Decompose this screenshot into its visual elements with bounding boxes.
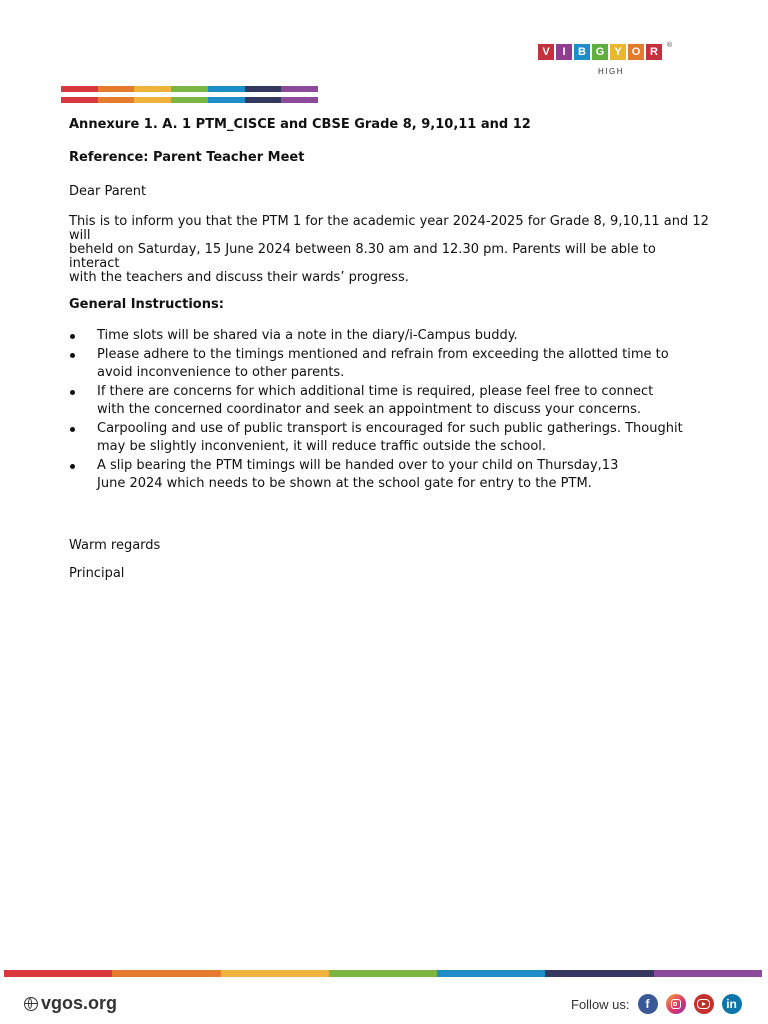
list-item bbox=[69, 327, 709, 346]
logo-letter: B bbox=[574, 44, 590, 60]
logo-letter: V bbox=[538, 44, 554, 60]
list-item-line: A slip bearing the PTM timings will be handed over to your child on Thursday,13 bbox=[97, 457, 619, 473]
body-line: with the teachers and discuss their wards’ progress. bbox=[69, 270, 409, 285]
website-text: vgos.org bbox=[41, 993, 118, 1013]
stripe-segment bbox=[245, 97, 282, 103]
list-item bbox=[69, 420, 709, 457]
closing: Warm regards bbox=[69, 537, 161, 553]
registered-mark: ® bbox=[666, 41, 673, 49]
body-line: This is to inform you that the PTM 1 for the academic year 2024-2025 for Grade 8, 9,10,11 and 12 will bbox=[69, 214, 709, 243]
list-item-line: with the concerned coordinator and seek an appointment to discuss your concerns. bbox=[97, 402, 642, 417]
header-rainbow-stripes bbox=[61, 86, 318, 103]
stripe-segment bbox=[134, 97, 171, 103]
stripe-segment bbox=[654, 970, 762, 977]
stripe-segment bbox=[171, 97, 208, 103]
letter-body bbox=[69, 118, 709, 581]
stripe-segment bbox=[112, 970, 220, 977]
stripe-segment bbox=[4, 970, 112, 977]
instructions-heading: General Instructions: bbox=[69, 297, 224, 312]
stripe-segment bbox=[208, 86, 245, 92]
signature: Principal bbox=[69, 565, 125, 581]
body-line: beheld on Saturday, 15 June 2024 between 8.30 am and 12.30 pm. Parents will be able to interact bbox=[69, 242, 656, 271]
logo-letter: I bbox=[556, 44, 572, 60]
footer-rainbow-stripe bbox=[4, 970, 762, 977]
stripe-row bbox=[61, 97, 318, 103]
facebook-icon[interactable]: f bbox=[638, 994, 658, 1014]
stripe-segment bbox=[281, 86, 318, 92]
list-item-line: may be slightly inconvenient, it will reduce traffic outside the school. bbox=[97, 439, 547, 454]
logo-letter: Y bbox=[610, 44, 626, 60]
stripe-segment bbox=[245, 86, 282, 92]
follow-label: Follow us: bbox=[571, 996, 630, 1012]
stripe-segment bbox=[437, 970, 545, 977]
stripe-segment bbox=[221, 970, 329, 977]
social-follow bbox=[571, 994, 742, 1014]
stripe-segment bbox=[134, 86, 171, 92]
logo-letter: G bbox=[592, 44, 608, 60]
list-item-line: If there are concerns for which additional time is required, please feel free to connect bbox=[97, 383, 654, 399]
instagram-icon[interactable] bbox=[666, 994, 686, 1014]
list-item-line: June 2024 which needs to be shown at the school gate for entry to the PTM. bbox=[97, 476, 592, 491]
stripe-segment bbox=[281, 97, 318, 103]
list-item bbox=[69, 346, 709, 383]
stripe-segment bbox=[61, 97, 98, 103]
stripe-segment bbox=[61, 86, 98, 92]
stripe-segment bbox=[329, 970, 437, 977]
list-item bbox=[69, 457, 709, 494]
stripe-segment bbox=[208, 97, 245, 103]
stripe-segment bbox=[545, 970, 653, 977]
globe-icon bbox=[24, 997, 38, 1011]
reference-line: Reference: Parent Teacher Meet bbox=[69, 150, 305, 165]
stripe-segment bbox=[171, 86, 208, 92]
vibgyor-logo bbox=[538, 41, 674, 82]
list-item-line: Please adhere to the timings mentioned and refrain from exceeding the allotted time to bbox=[97, 346, 669, 362]
logo-letter: O bbox=[628, 44, 644, 60]
stripe-row bbox=[61, 86, 318, 92]
body-paragraph bbox=[69, 215, 709, 285]
logo-letter: R bbox=[646, 44, 662, 60]
list-item-line: Time slots will be shared via a note in the diary/i-Campus buddy. bbox=[97, 328, 518, 343]
youtube-icon[interactable] bbox=[694, 994, 714, 1014]
linkedin-icon[interactable]: in bbox=[722, 994, 742, 1014]
list-item-line: Carpooling and use of public transport is encouraged for such public gatherings. Thoughit bbox=[97, 420, 683, 436]
website-link[interactable] bbox=[24, 993, 117, 1014]
list-item bbox=[69, 383, 709, 420]
list-item-line: avoid inconvenience to other parents. bbox=[97, 365, 345, 380]
stripe-segment bbox=[98, 97, 135, 103]
instructions-list bbox=[69, 327, 709, 494]
greeting: Dear Parent bbox=[69, 184, 147, 199]
logo-subtitle: HIGH bbox=[598, 67, 624, 76]
stripe-segment bbox=[98, 86, 135, 92]
annexure-title: Annexure 1. A. 1 PTM_CISCE and CBSE Grade 8, 9,10,11 and 12 bbox=[69, 117, 531, 132]
